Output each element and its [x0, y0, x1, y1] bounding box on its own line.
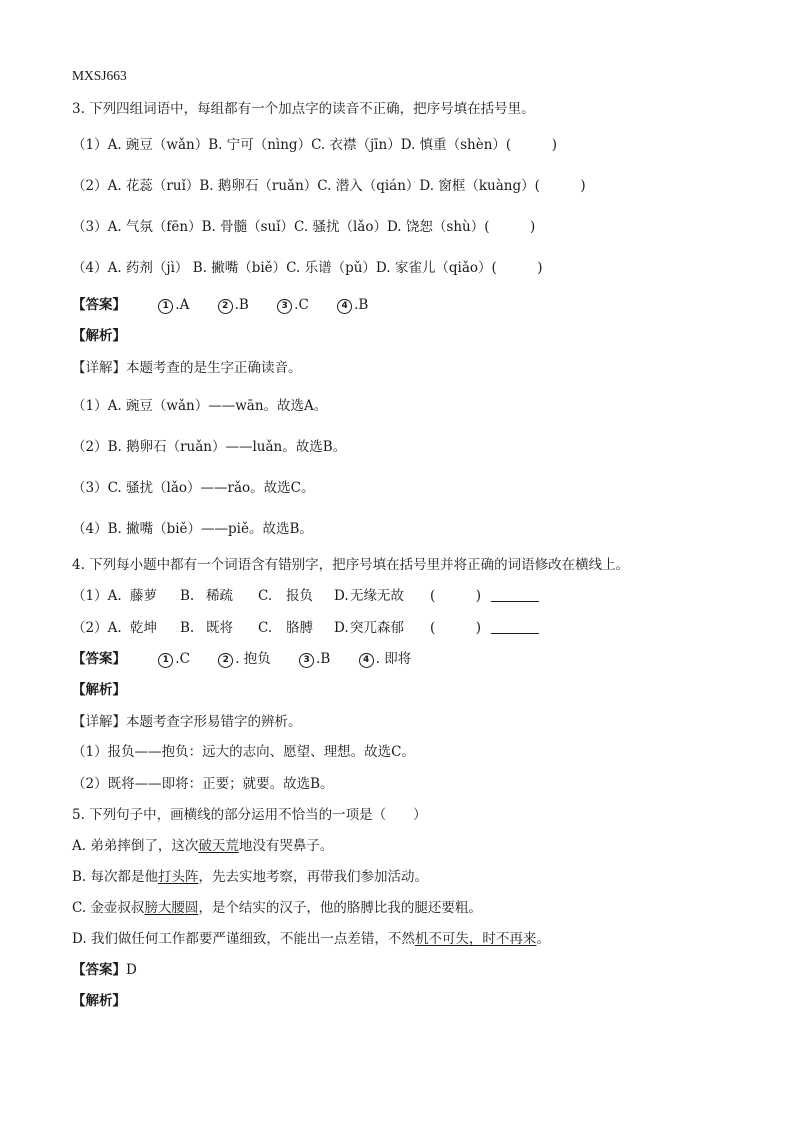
q4-answer-1 — [158, 650, 190, 668]
q3-detail: 【详解】本题考查的是生字正确读音。 — [72, 360, 302, 376]
answer-number-badge: 4 — [359, 653, 374, 668]
q4-item-2 — [72, 619, 539, 637]
answer-number-badge: 2 — [218, 653, 233, 668]
answer-value: . 抱负 — [235, 651, 271, 667]
q3-answer-4 — [337, 296, 368, 314]
option-number: （1）A. — [72, 588, 122, 604]
q3-answer-row — [72, 296, 368, 314]
option-number: （2）A. — [72, 620, 122, 636]
option-c-label: C. — [258, 620, 273, 636]
q3-item-2: （2）A. 花蕊（ruǐ）B. 鹅卵石（ruǎn）C. 潜入（qián）D. 窗框（kuàng）( ) — [72, 178, 586, 194]
answer-number-badge: 4 — [337, 299, 352, 314]
q5-stem: 5. 下列句子中，画横线的部分运用不恰当的一项是（ ） — [72, 807, 427, 823]
q4-answer-3 — [299, 650, 330, 668]
q3-explanation-4: （4）B. 撇嘴（biě）——piě。故选B。 — [72, 521, 313, 537]
q4-explanation-2: （2）既将——即将：正要；就要。故选B。 — [72, 776, 334, 792]
q3-answer-1 — [158, 296, 189, 314]
q3-explanation-2: （2）B. 鹅卵石（ruǎn）——luǎn。故选B。 — [72, 439, 347, 455]
option-text: B. 每次都是他 — [72, 869, 159, 885]
q4-answer-row — [72, 650, 411, 668]
q3-explanation-1: （1）A. 豌豆（wǎn）——wān。故选A。 — [72, 398, 328, 414]
q5-option-d — [72, 930, 550, 948]
option-text: ，先去实地考察，再带我们参加活动。 — [198, 869, 429, 885]
option-c-label: C. — [258, 588, 273, 604]
q3-answer-3 — [277, 296, 309, 314]
option-d: 突兀森郁 — [350, 620, 404, 636]
option-b-label: B. — [180, 588, 195, 604]
q5-option-a — [72, 837, 333, 855]
answer-label: 【答案】 — [72, 297, 126, 313]
q5-answer-row — [72, 961, 137, 979]
option-c: 报负 — [286, 588, 313, 604]
option-d-label: D. — [334, 588, 349, 604]
answer-value: .C — [175, 651, 190, 667]
answer-number-badge: 2 — [218, 299, 233, 314]
option-d-label: D. — [334, 620, 349, 636]
q4-item-1 — [72, 587, 539, 605]
q4-answer-4 — [359, 650, 412, 668]
answer-label: 【答案】 — [72, 651, 126, 667]
q5-analysis-label: 【解析】 — [72, 993, 126, 1009]
q3-explanation-3: （3）C. 骚扰（lǎo）——rǎo。故选C。 — [72, 480, 315, 496]
answer-label: 【答案】 — [72, 962, 126, 978]
underlined-phrase: 机不可失，时不再来 — [414, 931, 537, 947]
answer-value: .B — [316, 651, 331, 667]
answer-number-badge: 1 — [158, 653, 173, 668]
option-b: 既将 — [206, 620, 233, 636]
q4-detail: 【详解】本题考查字形易错字的辨析。 — [72, 714, 302, 730]
answer-blank-line — [491, 619, 539, 634]
q4-explanation-1: （1）报负——抱负：远大的志向、愿望、理想。故选C。 — [72, 744, 415, 760]
answer-value: D — [126, 962, 137, 978]
q3-answer-2 — [218, 296, 249, 314]
answer-value: .A — [175, 297, 190, 313]
answer-value: .C — [294, 297, 309, 313]
option-text: A. 弟弟摔倒了，这次 — [72, 838, 199, 854]
option-d: 无缘无故 — [350, 588, 404, 604]
answer-value: . 即将 — [375, 651, 412, 667]
answer-value: .B — [234, 297, 249, 313]
underlined-phrase: 打头阵 — [158, 869, 199, 885]
q5-option-b — [72, 868, 428, 886]
option-c: 胳膊 — [286, 620, 313, 636]
q3-item-4: （4）A. 药剂（jì） B. 撇嘴（biě）C. 乐谱（pǔ）D. 家雀儿（qiǎo）( ) — [72, 260, 543, 276]
q4-stem: 4. 下列每小题中都有一个词语含有错别字，把序号填在括号里并将正确的词语修改在横线上。 — [72, 557, 630, 573]
answer-paren: ( ) — [430, 620, 482, 636]
doc-code: MXSJ663 — [72, 68, 127, 83]
answer-blank-line — [491, 587, 539, 602]
option-a: 乾坤 — [130, 620, 157, 636]
q3-analysis-label: 【解析】 — [72, 328, 126, 344]
option-text: 。 — [536, 931, 550, 947]
q5-option-c — [72, 899, 482, 917]
option-b-label: B. — [180, 620, 195, 636]
q3-item-3: （3）A. 气氛（fēn）B. 骨髓（suǐ）C. 骚扰（lǎo）D. 饶恕（shù）( ) — [72, 219, 536, 235]
underlined-phrase: 破天荒 — [198, 838, 239, 854]
answer-number-badge: 3 — [299, 653, 314, 668]
option-b: 稀疏 — [206, 588, 233, 604]
q4-answer-2 — [218, 650, 271, 668]
option-text: ，是个结实的汉子，他的胳膊比我的腿还要粗。 — [198, 900, 482, 916]
answer-number-badge: 3 — [277, 299, 292, 314]
option-text: C. 金壶叔叔 — [72, 900, 145, 916]
option-text: 地没有哭鼻子。 — [238, 838, 334, 854]
answer-value: .B — [354, 297, 369, 313]
underlined-phrase: 膀大腰圆 — [144, 900, 199, 916]
q4-analysis-label: 【解析】 — [72, 682, 126, 698]
q3-stem: 3. 下列四组词语中，每组都有一个加点字的读音不正确，把序号填在括号里。 — [72, 101, 535, 117]
answer-paren: ( ) — [430, 588, 482, 604]
option-text: D. 我们做任何工作都要严谨细致，不能出一点差错，不然 — [72, 931, 415, 947]
answer-number-badge: 1 — [158, 299, 173, 314]
option-a: 藤萝 — [130, 588, 157, 604]
q3-item-1: （1）A. 豌豆（wǎn）B. 宁可（nìng）C. 衣襟（jīn）D. 慎重（shèn）( ) — [72, 137, 557, 153]
